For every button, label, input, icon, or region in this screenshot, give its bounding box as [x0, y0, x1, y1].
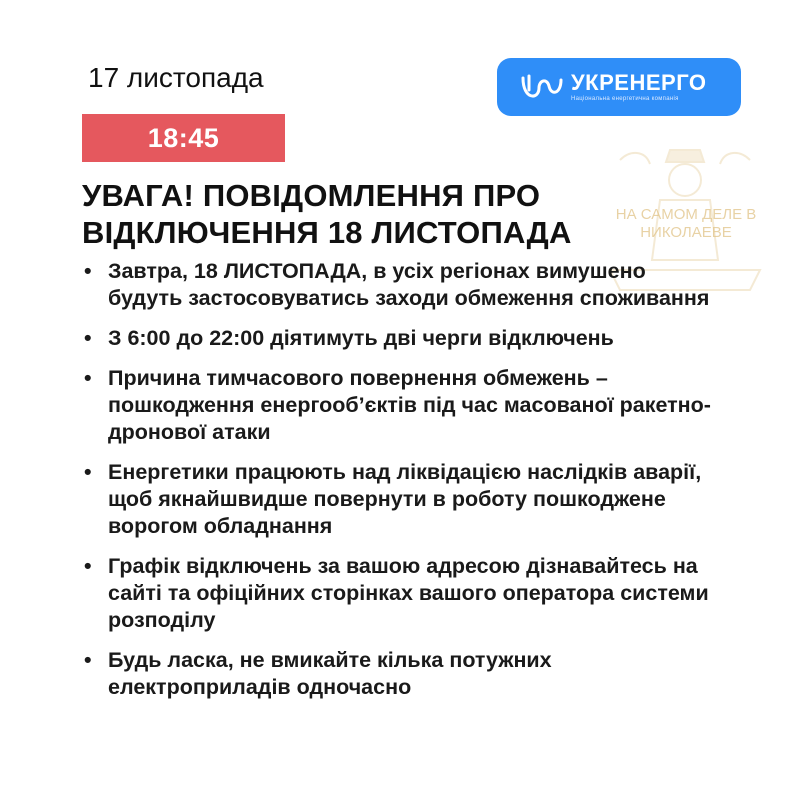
list-item-text: Завтра, 18 ЛИСТОПАДА, в усіх регіонах вимушено будуть застосовуватись заходи обмеження споживання — [108, 259, 710, 310]
bullet-marker: • — [84, 259, 92, 283]
list-item — [82, 647, 722, 701]
list-item-text: Причина тимчасового повернення обмежень – пошкодження енергооб’єктів під час масованої ракетно-дронової атаки — [108, 366, 711, 444]
list-item-text: Графік відключень за вашою адресою дізнавайтесь на сайті та офіційних сторінках вашого оператора системи розподілу — [108, 554, 709, 632]
headline-line-1: УВАГА! ПОВІДОМЛЕННЯ ПРО — [82, 178, 541, 213]
bullet-marker: • — [84, 648, 92, 672]
watermark-line-1: НА САМОМ ДЕЛЕ В — [615, 206, 757, 223]
logo-name: УКРЕНЕРГО — [571, 69, 707, 95]
bullet-marker: • — [84, 366, 92, 390]
bullet-marker: • — [84, 554, 92, 578]
time-label: 18:45 — [147, 122, 220, 153]
ukrenergo-logo — [497, 58, 741, 116]
list-item — [82, 365, 722, 446]
headline-line-2: ВІДКЛЮЧЕННЯ 18 ЛИСТОПАДА — [82, 215, 572, 250]
list-item — [82, 459, 722, 540]
time-badge — [82, 114, 285, 162]
list-item-text: Будь ласка, не вмикайте кілька потужних електроприладів одночасно — [108, 648, 552, 699]
bullet-list — [82, 258, 722, 714]
ukrenergo-logo-icon — [517, 70, 565, 104]
list-item — [82, 553, 722, 634]
headline — [82, 177, 742, 251]
list-item-text: Енергетики працюють над ліквідацією наслідків аварії, щоб якнайшвидше повернути в роботу пошкоджене ворогом обладнання — [108, 460, 702, 538]
post-date: 17 листопада — [88, 62, 264, 93]
list-item — [82, 325, 722, 352]
list-item — [82, 258, 722, 312]
list-item-text: З 6:00 до 22:00 діятимуть дві черги відключень — [108, 326, 614, 350]
bullet-marker: • — [84, 326, 92, 350]
bullet-marker: • — [84, 460, 92, 484]
watermark-line-2: НИКОЛАЕВЕ — [640, 224, 732, 241]
logo-subtitle: Національна енергетична компанія — [571, 95, 679, 102]
